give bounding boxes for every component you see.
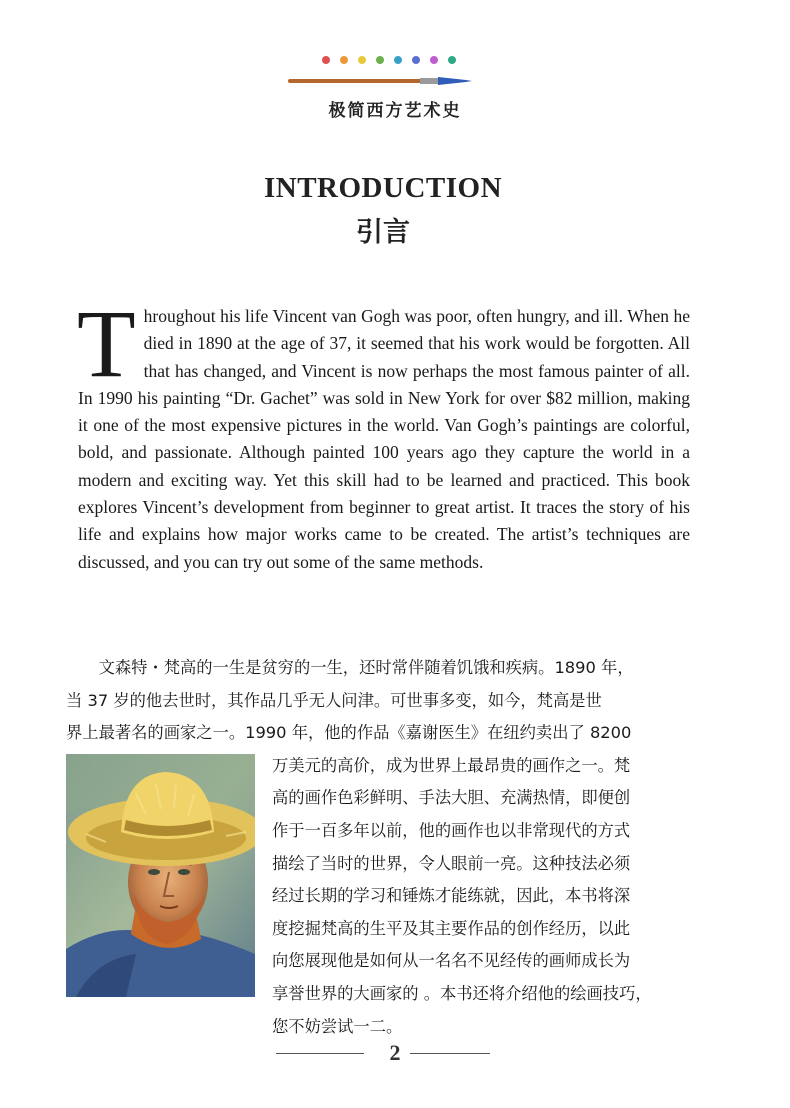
- chinese-line: 高的画作色彩鲜明、手法大胆、充满热情，即便创: [272, 788, 631, 808]
- chinese-line: 界上最著名的画家之一。1990 年，他的作品《嘉谢医生》在纽约卖出了 8200: [66, 723, 632, 743]
- chapter-title: INTRODUCTION: [263, 172, 503, 204]
- footer-rule-right: [410, 1053, 490, 1054]
- color-dot: [322, 56, 330, 64]
- color-dot: [412, 56, 420, 64]
- chinese-line: 享誉世界的大画家的 。本书还将介绍他的绘画技巧，: [272, 983, 652, 1003]
- chinese-line: 作于一百多年以前，他的画作也以非常现代的方式: [272, 820, 631, 840]
- page-number: 2: [389, 1040, 401, 1065]
- book-title: 极简西方艺术史: [328, 101, 462, 121]
- chinese-line: 度挖掘梵高的生平及其主要作品的创作经历，以此: [272, 918, 631, 938]
- color-dot: [448, 56, 456, 64]
- chapter-subtitle: 引言: [356, 217, 410, 248]
- english-text: hroughout his life Vincent van Gogh was poor, often hungry, and ill. When he died in 1890 at the age of 37, it seemed that his work would be forgotten. All that has changed, and Vincent is now perhaps the most famous painter of all. In 1990 his painting “Dr. Gachet” was sold in New York for over $82 million, making it one of the most expensive pictures in the world. Van Gogh’s paintings are colorful, bold, and passionate. Although painted 100 years ago they capture the world in a modern and exciting way. Yet this skill had to be learned and practiced. This book explores Vincent’s development from beginner to great artist. It traces the story of his life and explains how major works came to be created. The artist’s techniques are discussed, and you can try out some of the same methods.: [78, 306, 690, 572]
- van-gogh-self-portrait-image: [66, 754, 255, 997]
- color-dot: [394, 56, 402, 64]
- chinese-line: 向您展现他是如何从一名名不见经传的画师成长为: [272, 951, 631, 971]
- drop-cap: T: [77, 290, 136, 397]
- color-dot: [376, 56, 384, 64]
- color-dot: [358, 56, 366, 64]
- color-dot: [430, 56, 438, 64]
- english-paragraph: [77, 290, 690, 576]
- paintbrush-icon: [288, 76, 472, 86]
- chinese-line: 万美元的高价，成为世界上最昂贵的画作之一。梵: [272, 755, 631, 775]
- chinese-line: 当 37 岁的他去世时，其作品几乎无人问津。可世事多变，如今，梵高是世: [66, 690, 602, 710]
- chinese-line: 您不妨尝试一二。: [272, 1016, 403, 1036]
- chinese-line: 描绘了当时的世界，令人眼前一亮。这种技法必须: [272, 853, 631, 873]
- chinese-line: 经过长期的学习和锤炼才能练就，因此，本书将深: [272, 886, 631, 906]
- color-dot: [340, 56, 348, 64]
- color-dots-ornament: [322, 56, 472, 66]
- chinese-line: 文森特・梵高的一生是贫穷的一生，还时常伴随着饥饿和疾病。1890 年，: [66, 658, 634, 677]
